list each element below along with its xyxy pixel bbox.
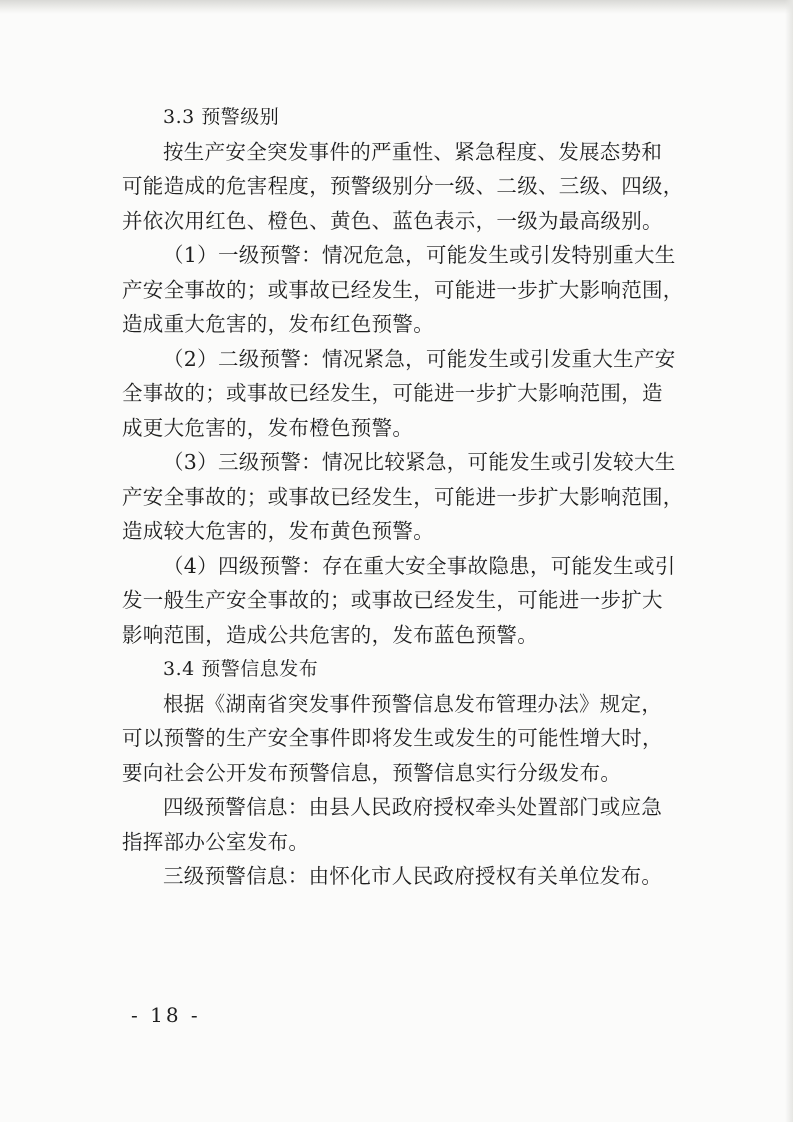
paragraph-line: （1）一级预警：情况危急，可能发生或引发特别重大生 xyxy=(163,243,676,267)
paragraph-line: （2）二级预警：情况紧急，可能发生或引发重大生产安 xyxy=(163,346,676,371)
paragraph-line: 可以预警的生产安全事件即将发生或发生的可能性增大时， xyxy=(122,726,663,750)
scan-top-edge xyxy=(0,0,793,14)
scan-right-edge xyxy=(785,0,793,1122)
section-heading-3-4: 3.4 预警信息发布 xyxy=(163,658,319,680)
document-body xyxy=(122,100,684,894)
paragraph-line: 并依次用红色、橙色、黄色、蓝色表示，一级为最高级别。 xyxy=(122,208,663,233)
paragraph-line: 四级预警信息：由县人民政府授权牵头处置部门或应急 xyxy=(163,795,663,819)
paragraph-line: （4）四级预警：存在重大安全事故隐患，可能发生或引 xyxy=(163,553,676,578)
paragraph-line: 产安全事故的；或事故已经发生，可能进一步扩大影响范围， xyxy=(122,484,684,509)
paragraph-line: 按生产安全突发事件的严重性、紧急程度、发展态势和 xyxy=(163,139,663,164)
page-number: - 18 - xyxy=(131,1003,201,1027)
paragraph-line: 影响范围，造成公共危害的，发布蓝色预警。 xyxy=(122,622,538,647)
paragraph-line: 成更大危害的，发布橙色预警。 xyxy=(122,415,414,440)
paragraph-line: 可能造成的危害程度，预警级别分一级、二级、三级、四级， xyxy=(122,174,684,198)
paragraph-line: （3）三级预警：情况比较紧急，可能发生或引发较大生 xyxy=(163,450,676,474)
paragraph-line: 全事故的；或事故已经发生，可能进一步扩大影响范围，造 xyxy=(122,381,663,405)
paragraph-line: 造成较大危害的，发布黄色预警。 xyxy=(122,519,434,543)
paragraph-line: 指挥部办公室发布。 xyxy=(122,829,310,854)
paragraph-line: 产安全事故的；或事故已经发生，可能进一步扩大影响范围， xyxy=(122,277,684,302)
paragraph-line: 三级预警信息：由怀化市人民政府授权有关单位发布。 xyxy=(163,864,663,888)
section-heading-3-3: 3.3 预警级别 xyxy=(163,106,280,128)
paragraph-line: 要向社会公开发布预警信息，预警信息实行分级发布。 xyxy=(122,760,622,785)
paragraph-line: 发一般生产安全事故的；或事故已经发生，可能进一步扩大 xyxy=(122,588,663,612)
paragraph-line: 根据《湖南省突发事件预警信息发布管理办法》规定， xyxy=(163,691,663,716)
paragraph-line: 造成重大危害的，发布红色预警。 xyxy=(122,312,434,336)
